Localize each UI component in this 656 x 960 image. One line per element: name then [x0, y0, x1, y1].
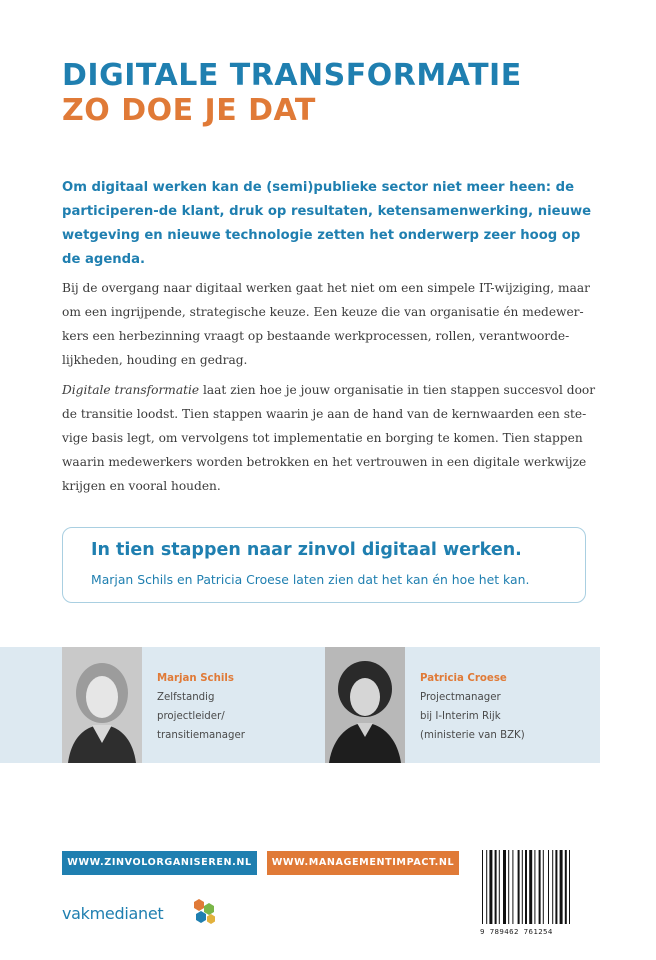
author-name: Patricia Croese [420, 673, 507, 684]
barcode-bar [495, 850, 497, 924]
portrait-icon [62, 647, 142, 763]
body-paragraph-1: Bij de overgang naar digitaal werken gaat het niet om een simpele IT-wijziging, maar om een ingrijpende, strategische keuze. Een keuze die van organisatie én medewer-kers een herbezinning vraagt op bestaande werkprocessen, rollen, verantwoorde-lijkheden, houding en gedrag. [62, 281, 590, 367]
publisher-name: vakmedianet [62, 904, 164, 923]
barcode-bar [508, 850, 509, 924]
barcode-bar [518, 850, 520, 924]
callout-headline: In tien stappen naar zinvol digitaal werken. [91, 540, 522, 560]
barcode-bar [529, 850, 532, 924]
author-role-line: transitiemanager [157, 730, 245, 741]
barcode-bar [548, 850, 549, 924]
barcode-bar [486, 850, 487, 924]
barcode-bar [539, 850, 541, 924]
author-name: Marjan Schils [157, 673, 234, 684]
author-photo-marjan [62, 647, 142, 763]
barcode-bars [480, 850, 590, 926]
barcode-bar [569, 850, 570, 924]
author-role-line: projectleider/ [157, 711, 225, 722]
hexagon-cluster-icon [190, 897, 220, 927]
body-paragraph-2-rest: laat zien hoe je jouw organisatie in tien stappen succesvol door de transitie loodst. Tien stappen waarin je aan de hand van de kernwaarden een ste-vige basis legt, om vervolgens tot implementatie en borging te komen. Tien stappen waarin medewerkers worden betrokken en het vertrouwen in een digitale werkwijze krijgen en vooral houden. [62, 383, 596, 493]
barcode-bar [482, 850, 483, 924]
portrait-icon [325, 647, 405, 763]
isbn-barcode [480, 850, 590, 936]
callout-subline: Marjan Schils en Patricia Croese laten zien dat het kan én hoe het kan. [91, 572, 530, 587]
author-info-marjan [157, 669, 245, 745]
author-role-line: bij I-Interim Rijk [420, 711, 501, 722]
barcode-bar [543, 850, 544, 924]
barcode-bar [565, 850, 567, 924]
barcode-bar [555, 850, 557, 924]
author-info-patricia [420, 669, 525, 745]
barcode-bar [560, 850, 563, 924]
body-paragraph-2 [62, 378, 602, 498]
barcode-bar [552, 850, 553, 924]
title-line-2: ZO DOE JE DAT [62, 93, 316, 128]
callout-box [62, 527, 586, 603]
barcode-bar [534, 850, 535, 924]
author-photo-patricia [325, 647, 405, 763]
barcode-bar [489, 850, 492, 924]
author-role-line: Projectmanager [420, 692, 501, 703]
barcode-bar [525, 850, 527, 924]
authors-band [0, 647, 600, 763]
barcode-bar [503, 850, 506, 924]
intro-text: Om digitaal werken kan de (semi)publieke sector niet meer heen: de participeren-de klant, druk op resultaten, ketensamenwerking, nieuwe wetgeving en nieuwe technologie zetten het onderwerp zeer hoog op de agenda. [62, 180, 592, 267]
title-line-1: DIGITALE TRANSFORMATIE [62, 58, 522, 93]
isbn-number: 9 789462 761254 [480, 927, 553, 936]
author-role-line: Zelfstandig [157, 692, 215, 703]
barcode-bar [499, 850, 500, 924]
link-managementimpact[interactable]: WWW.MANAGEMENTIMPACT.NL [267, 851, 459, 875]
author-role-line: (ministerie van BZK) [420, 730, 525, 741]
link-zinvolorganiseren[interactable]: WWW.ZINVOLORGANISEREN.NL [62, 851, 257, 875]
book-title-italic: Digitale transformatie [62, 383, 200, 397]
barcode-bar [522, 850, 523, 924]
barcode-bar [512, 850, 513, 924]
